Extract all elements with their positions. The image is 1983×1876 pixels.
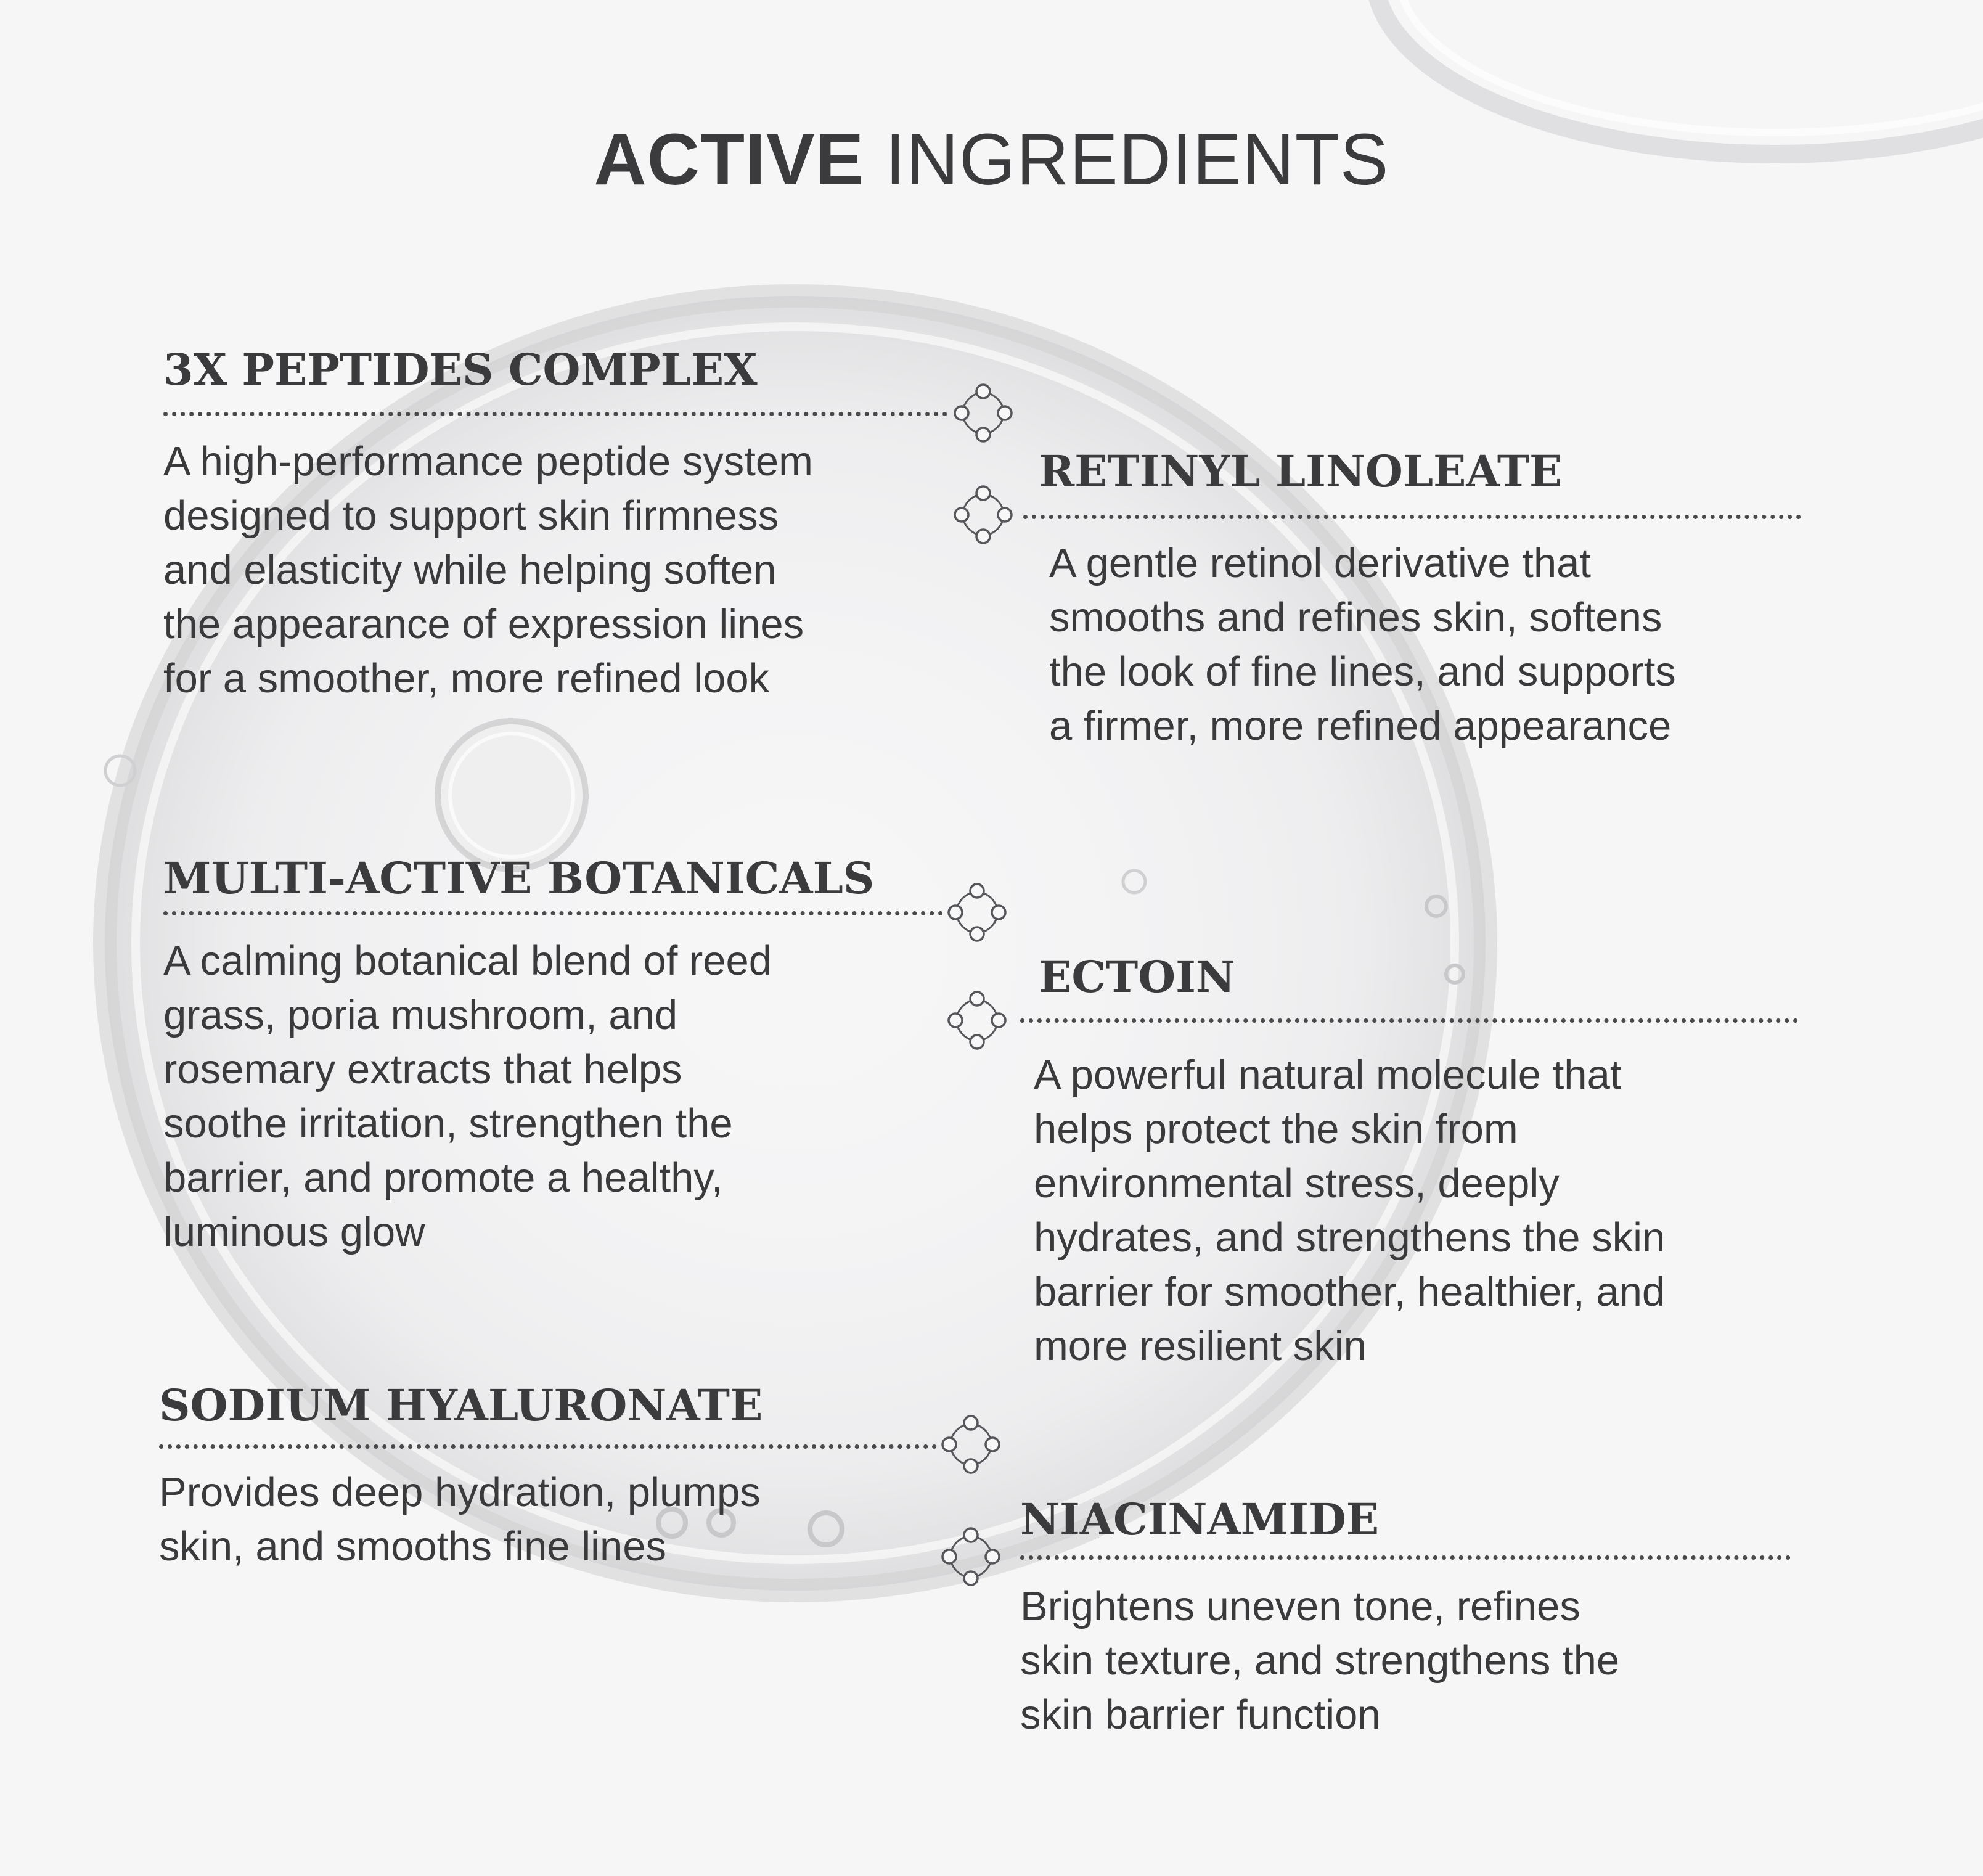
ingredient-description: A powerful natural molecule that helps protect the skin from environmental stress, deeply hydrates, and strengthens the skin barrier for smoother, healthier, and more resilient skin [1034,1052,1666,1369]
ingredient-description: A gentle retinol derivative that smooths and refines skin, softens the look of fine lines, and supports a firmer, more refined appearance [1049,540,1676,749]
ingredient-title: NIACINAMIDE [1020,1494,1380,1545]
ingredient-description: Provides deep hydration, plumps skin, and smooths fine lines [159,1469,761,1570]
dotted-divider [163,911,943,915]
title-light: INGREDIENTS [885,119,1389,200]
dotted-divider [1020,1018,1798,1023]
ingredient-title: ECTOIN [1039,951,1235,1002]
ingredient-title: 3X PEPTIDES COMPLEX [163,344,758,395]
ingredient-title: SODIUM HYALURONATE [159,1380,763,1431]
ingredient-description: Brightens uneven tone, refines skin texture, and strengthens the skin barrier function [1020,1583,1620,1738]
ingredient-description: A high-performance peptide system designed to support skin firmness and elasticity while helping soften the appearance of expression lines for a smoother, more refined look [163,438,813,702]
small-bubble [438,721,586,869]
four-dot-diamond-icon [949,481,1017,549]
dotted-divider [163,412,947,416]
ingredient-description: A calming botanical blend of reed grass, poria mushroom, and rosemary extracts that helps soothe irritation, strengthen the barrier, and promote a healthy, luminous glow [163,938,772,1255]
page-title [0,119,1983,200]
dotted-divider [159,1444,937,1449]
four-dot-diamond-icon [937,1523,1005,1591]
four-dot-diamond-icon [943,986,1011,1054]
dotted-divider [1023,515,1801,519]
four-dot-diamond-icon [937,1411,1005,1478]
title-bold: ACTIVE [594,119,865,200]
dotted-divider [1020,1555,1791,1560]
four-dot-diamond-icon [943,879,1011,946]
ingredient-title: MULTI-ACTIVE BOTANICALS [163,853,875,904]
ingredient-title: RETINYL LINOLEATE [1039,446,1563,497]
four-dot-diamond-icon [949,379,1017,447]
